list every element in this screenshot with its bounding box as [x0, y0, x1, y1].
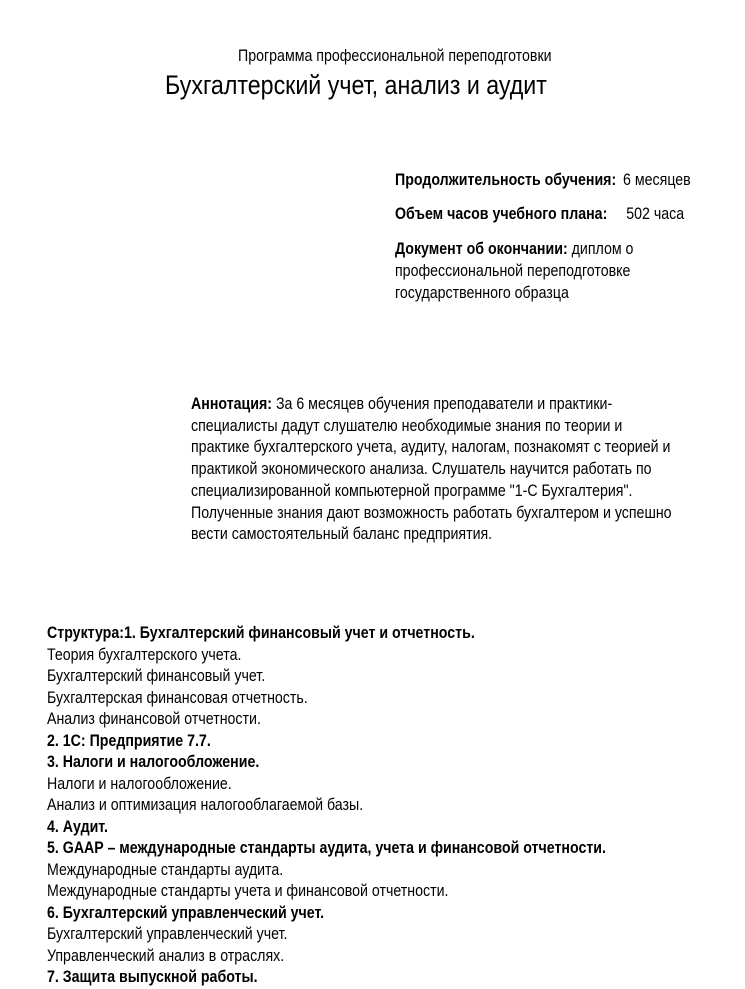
structure-topic: Управленческий анализ в отраслях. — [47, 946, 285, 965]
structure-section-heading: 3. Налоги и налогообложение. — [47, 753, 260, 771]
document-line-1 — [395, 238, 633, 260]
structure-topic: Бухгалтерский управленческий учет. — [47, 925, 288, 943]
annotation-line: практике бухгалтерского учета, аудиту, налогам, познакомят с теорией и — [191, 438, 671, 457]
structure-section-heading: 4. Аудит. — [47, 817, 108, 836]
structure-topic: Бухгалтерская финансовая отчетность. — [47, 688, 308, 707]
annotation-block — [191, 394, 672, 546]
structure-section-heading: 2. 1С: Предприятие 7.7. — [47, 731, 211, 750]
annotation-label: Аннотация: — [191, 395, 273, 413]
structure-section-heading: 6. Бухгалтерский управленческий учет. — [47, 903, 325, 922]
document-value-3: государственного образца — [395, 284, 569, 302]
duration-row — [395, 169, 691, 191]
structure-topic: Анализ финансовой отчетности. — [47, 710, 261, 728]
hours-value: 502 часа — [626, 205, 685, 223]
hours-row — [395, 203, 684, 225]
structure-section-heading: Структура:1. Бухгалтерский финансовый учет и отчетность. — [47, 624, 475, 642]
structure-topic: Теория бухгалтерского учета. — [47, 645, 242, 664]
hours-label: Объем часов учебного плана: — [395, 205, 608, 223]
program-title: Бухгалтерский учет, анализ и аудит — [165, 70, 547, 100]
annotation-line — [191, 394, 672, 416]
annotation-line: специализированной компьютерной программе "1-С Бухгалтерия". — [191, 481, 633, 500]
duration-label: Продолжительность обучения: — [395, 171, 617, 189]
annotation-line: вести самостоятельный баланс предприятия. — [191, 525, 493, 544]
structure-list — [47, 623, 606, 989]
annotation-line: практикой экономического анализа. Слушатель научится работать по — [191, 460, 652, 479]
annotation-line: Полученные знания дают возможность работать бухгалтером и успешно — [191, 503, 672, 522]
duration-value: 6 месяцев — [623, 171, 691, 189]
structure-section-heading: 5. GAAP – международные стандарты аудита, учета и финансовой отчетности. — [47, 839, 606, 857]
document-value-2: профессиональной переподготовке — [395, 262, 631, 280]
structure-topic: Международные стандарты учета и финансовой отчетности. — [47, 882, 449, 900]
annotation-line: специалисты дадут слушателю необходимые знания по теории и — [191, 416, 623, 435]
structure-section-heading: 7. Защита выпускной работы. — [47, 968, 258, 986]
document-row — [395, 238, 633, 304]
annotation-text: За 6 месяцев обучения преподаватели и практики- — [272, 395, 613, 413]
structure-topic: Анализ и оптимизация налогооблагаемой базы. — [47, 796, 364, 814]
structure-topic: Международные стандарты аудита. — [47, 860, 284, 879]
document-label: Документ об окончании: — [395, 240, 568, 258]
structure-topic: Бухгалтерский финансовый учет. — [47, 667, 266, 685]
program-subtitle: Программа профессиональной переподготовки — [238, 47, 552, 65]
document-value-1: диплом о — [567, 240, 634, 258]
structure-topic: Налоги и налогообложение. — [47, 774, 232, 793]
